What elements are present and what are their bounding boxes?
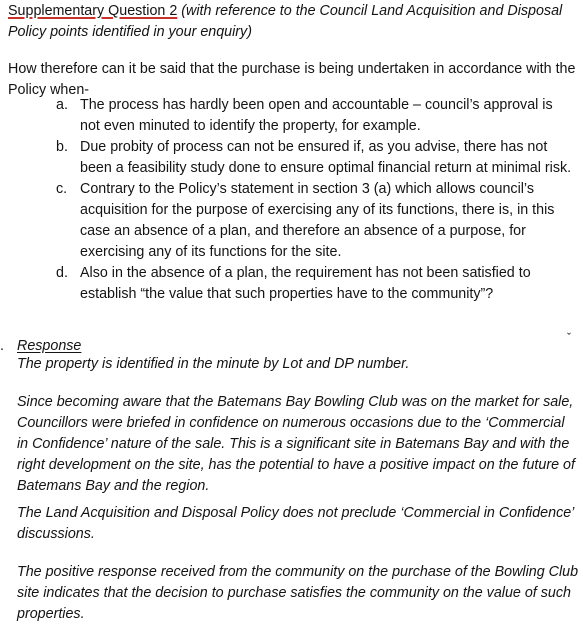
- stray-mark: ˬ: [567, 321, 571, 335]
- question-item-list: [56, 95, 576, 305]
- list-item: [56, 137, 576, 179]
- response-paragraph: The positive response received from the community on the purchase of the Bowling Club site indicates that the decision to purchase satisfies the community on the value of such properties.: [17, 564, 579, 622]
- supplementary-question-label: Supplementary Question 2: [8, 3, 178, 19]
- item-text: Due probity of process can not be ensured if, as you advise, there has not been a feasibility study done to ensure optimal financial return at minimal risk.: [80, 139, 572, 176]
- item-marker: a.: [56, 97, 68, 113]
- question-text: How therefore can it be said that the purchase is being undertaken in accordance with the Policy when-: [8, 61, 576, 98]
- response-bullet: .: [0, 338, 4, 354]
- list-item: [56, 263, 576, 305]
- list-item: [56, 95, 576, 137]
- item-text: Also in the absence of a plan, the requirement has not been satisfied to establish “the value that such properties have to the community”?: [80, 265, 531, 302]
- item-marker: b.: [56, 139, 68, 155]
- response-paragraph: The Land Acquisition and Disposal Policy does not preclude ‘Commercial in Confidence’ discussions.: [17, 505, 574, 542]
- response-paragraph: Since becoming aware that the Batemans Bay Bowling Club was on the market for sale, Councillors were briefed in confidence on numerous occasions due to the ‘Commercial in Confidence’ nature of the sale. This is a significant site in Batemans Bay and with the right development on the site, has the potential to have a positive impact on the future of Batemans Bay and the region.: [17, 394, 575, 494]
- response-paragraph: The property is identified in the minute by Lot and DP number.: [17, 356, 410, 372]
- question-qualifier: (with reference to the Council Land Acquisition and Disposal Policy points identified in your enquiry): [8, 3, 563, 40]
- item-marker: c.: [56, 181, 68, 197]
- item-text: The process has hardly been open and accountable – council’s approval is not even minuted to identify the property, for example.: [80, 97, 553, 134]
- list-item: [56, 179, 576, 263]
- response-title: Response: [17, 338, 82, 354]
- item-marker: d.: [56, 265, 68, 281]
- item-text: Contrary to the Policy’s statement in section 3 (a) which allows council’s acquisition for the purpose of exercising any of its functions, there is, in this case an absence of a plan, and therefore an absence of a purpose, for exercising any of its functions for the site.: [80, 181, 555, 260]
- question-heading: [8, 1, 578, 43]
